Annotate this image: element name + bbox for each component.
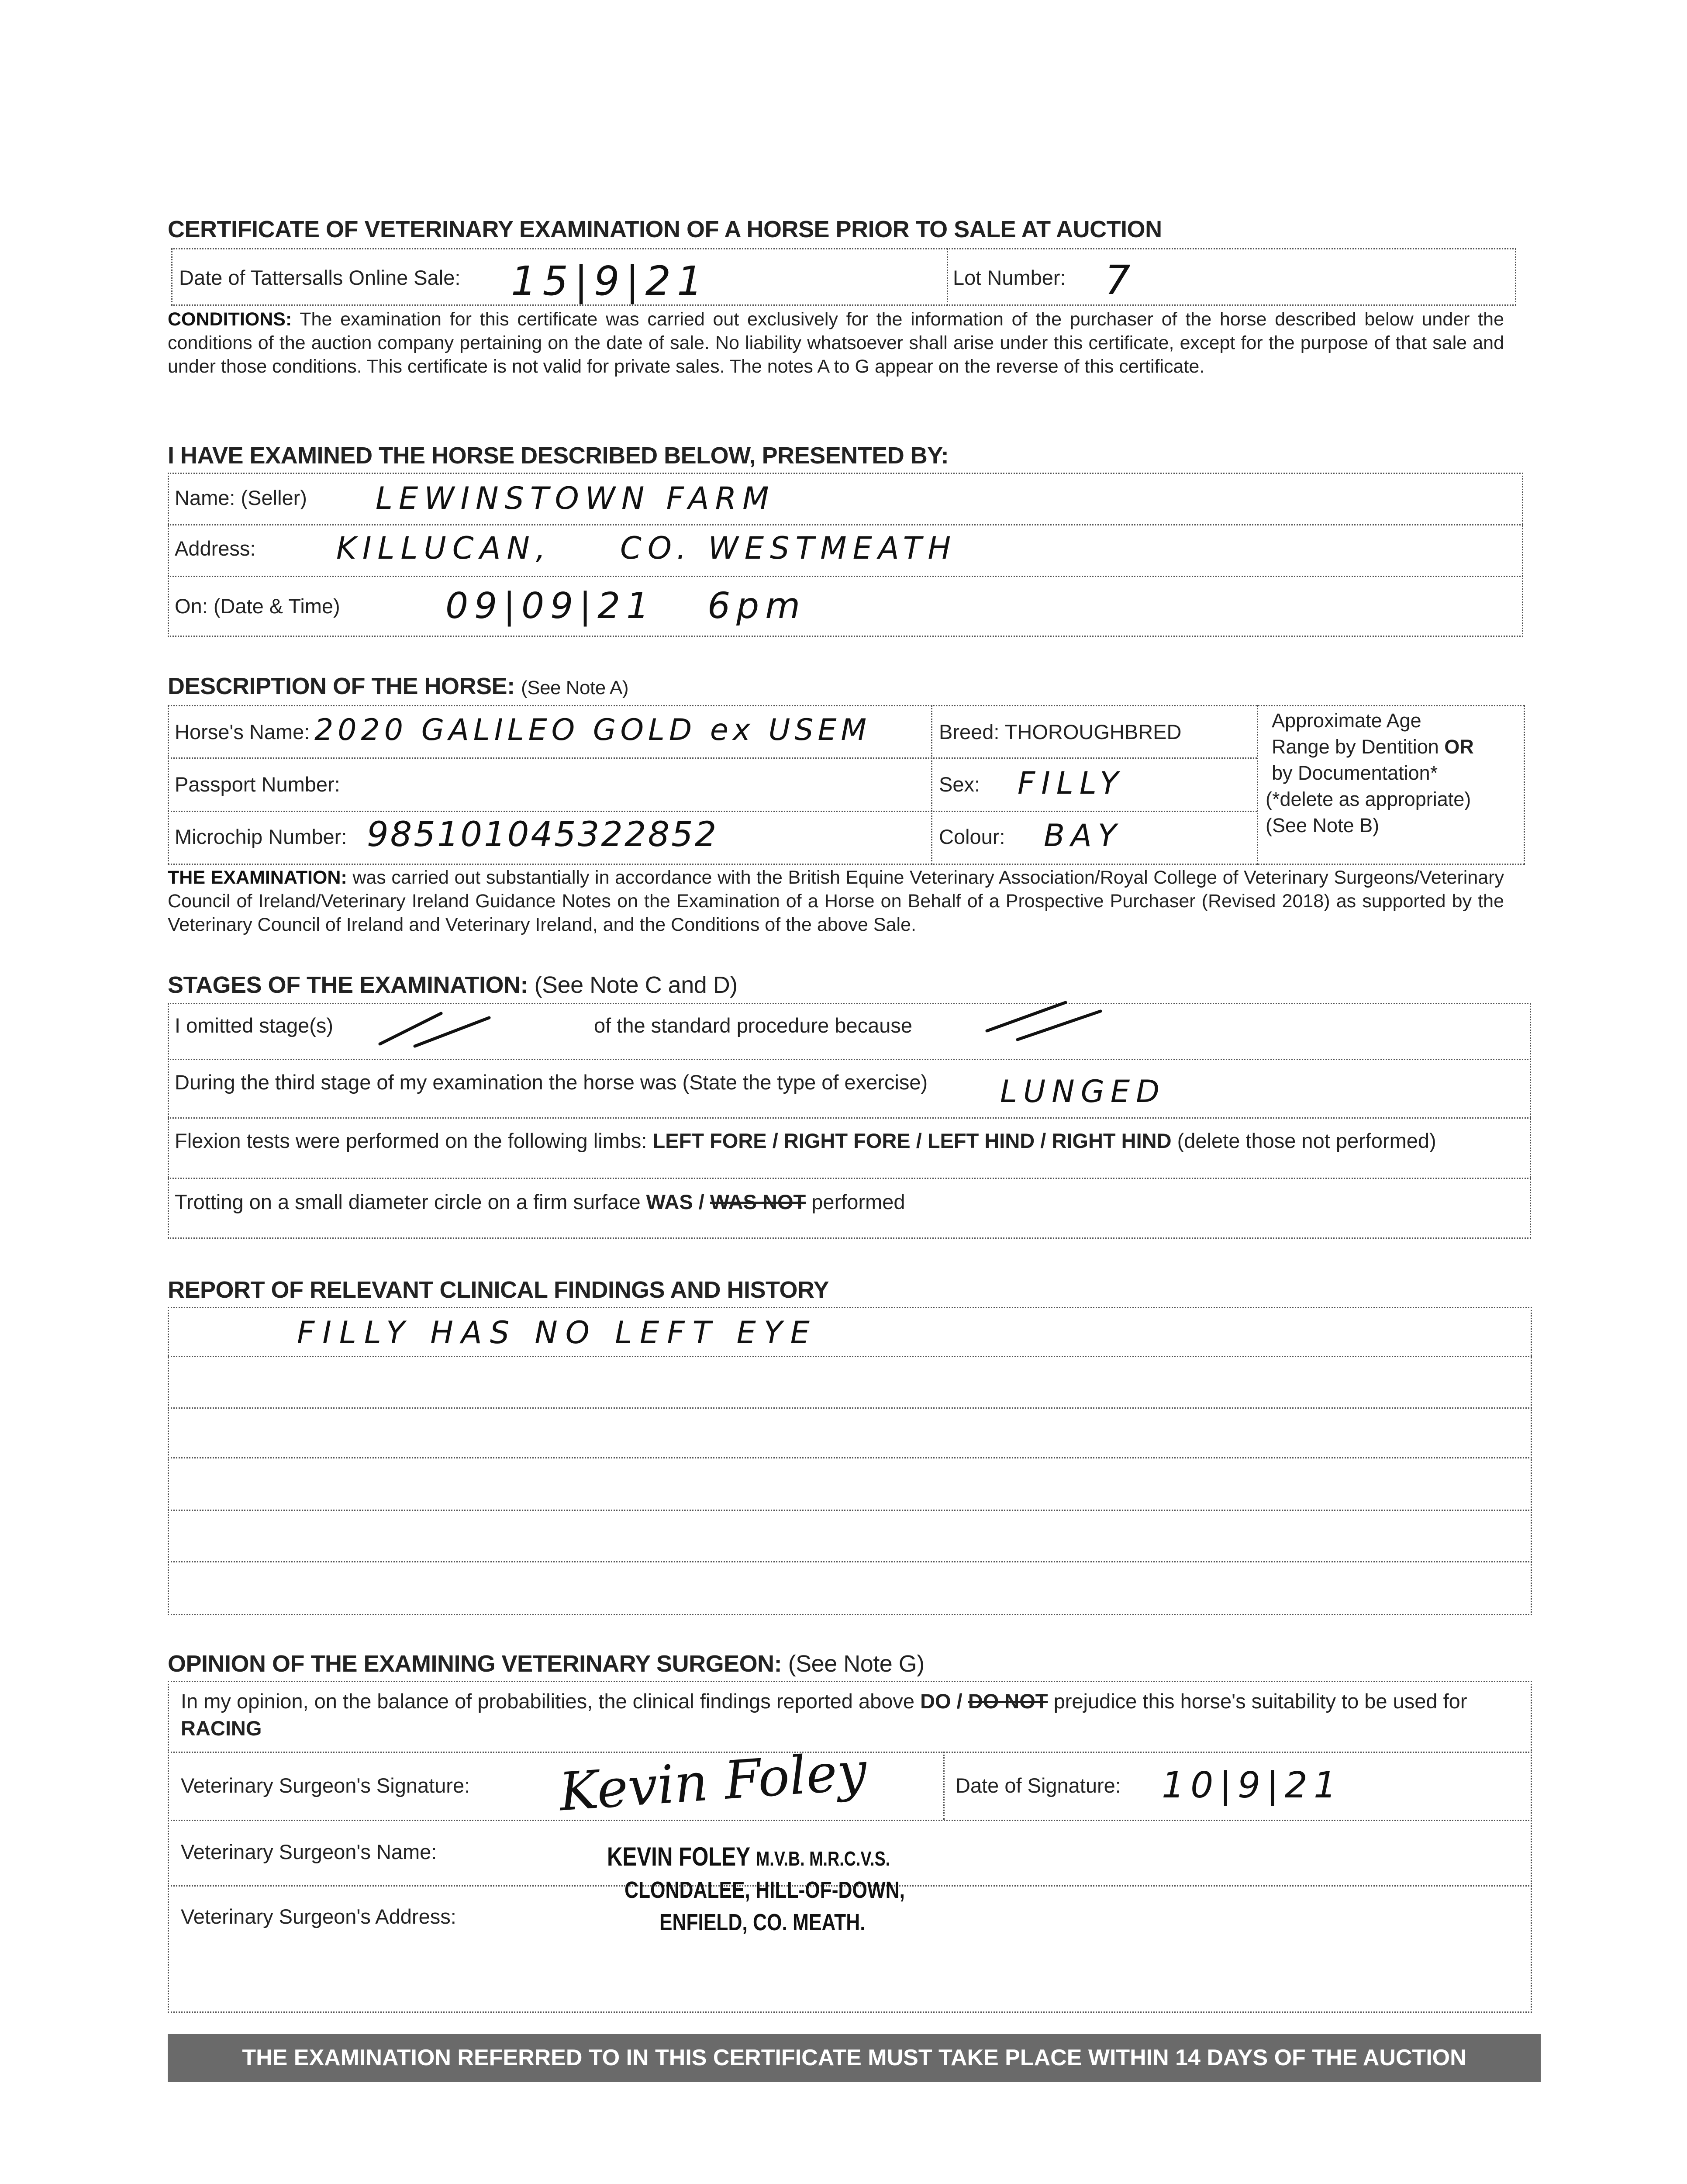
- vet-address-stamp-1: CLONDALEE, HILL-OF-DOWN,: [624, 1877, 905, 1903]
- opinion-heading-note: (See Note G): [788, 1651, 925, 1677]
- age-line-2: [1266, 734, 1474, 760]
- breed-value[interactable]: THOROUGHBRED: [1004, 720, 1182, 743]
- horse-name-label: Horse's Name:: [175, 720, 310, 743]
- vet-address-label: Veterinary Surgeon's Address:: [181, 1905, 456, 1928]
- opinion-statement: [181, 1688, 1517, 1742]
- seller-name-value[interactable]: LEWINSTOWN FARM: [376, 480, 775, 516]
- breed-field: [939, 720, 1181, 744]
- sex-label: Sex:: [939, 773, 980, 796]
- opinion-do-not-struck[interactable]: DO NOT: [968, 1690, 1048, 1713]
- omitted-stages-mid-text: of the standard procedure because: [594, 1014, 913, 1037]
- vet-name-stamp: [607, 1842, 890, 1872]
- sale-date-value[interactable]: 15|9|21: [511, 258, 709, 304]
- colour-value[interactable]: BAY: [1044, 818, 1123, 854]
- trotting-pre: Trotting on a small diameter circle on a firm surface: [175, 1190, 641, 1213]
- stages-heading: [168, 971, 738, 999]
- age-line-1: Approximate Age: [1272, 709, 1421, 732]
- exam-datetime-label: On: (Date & Time): [175, 594, 340, 618]
- opinion-heading: [168, 1650, 925, 1677]
- examination-label: THE EXAMINATION:: [168, 867, 347, 888]
- report-line-1[interactable]: FILLY HAS NO LEFT EYE: [297, 1315, 818, 1351]
- colour-label: Colour:: [939, 825, 1005, 848]
- certificate-title: CERTIFICATE OF VETERINARY EXAMINATION OF A HORSE PRIOR TO SALE AT AUCTION: [168, 216, 1162, 242]
- description-heading-note: (See Note A): [521, 677, 628, 698]
- third-stage-value[interactable]: LUNGED: [1000, 1074, 1166, 1109]
- examination-paragraph: [168, 866, 1504, 936]
- opinion-text-post: prejudice this horse's suitability to be used: [1053, 1690, 1438, 1713]
- passport-label: Passport Number:: [175, 773, 340, 796]
- stages-heading-note: (See Note C and D): [534, 972, 738, 998]
- report-heading: REPORT OF RELEVANT CLINICAL FINDINGS AND HISTORY: [168, 1277, 829, 1303]
- approximate-age-note: [1266, 708, 1474, 839]
- age-line-4: (*delete as appropriate): [1266, 788, 1471, 810]
- flexion-limbs[interactable]: LEFT FORE / RIGHT FORE / LEFT HIND / RIGHT HIND: [652, 1129, 1172, 1152]
- conditions-paragraph: [168, 308, 1504, 378]
- vet-name-label: Veterinary Surgeon's Name:: [181, 1840, 437, 1863]
- omitted-stages-dash-mark[interactable]: [376, 1005, 498, 1053]
- sale-date-label: Date of Tattersalls Online Sale:: [179, 266, 461, 289]
- conditions-text: The examination for this certificate was carried out exclusively for the information of the purchaser of the horse described below under the conditions of the auction company pertaining on the date of sale. No liability whatsoever shall arise under this certificate, except for the purpose of that sale and under those conditions. This certificate is not valid for private sales. The notes A to G appear on the reverse of this certificate.: [168, 309, 1504, 377]
- flexion-post: (delete those not performed): [1177, 1129, 1436, 1152]
- opinion-racing: RACING: [181, 1717, 262, 1740]
- age-line-3: by Documentation*: [1272, 762, 1438, 784]
- age-line-2-text: Range by Dentition: [1272, 736, 1439, 758]
- presented-by-heading: I HAVE EXAMINED THE HORSE DESCRIBED BELOW, PRESENTED BY:: [168, 442, 949, 469]
- lot-number-label: Lot Number:: [953, 266, 1066, 289]
- breed-label: Breed:: [939, 720, 1000, 743]
- conditions-label: CONDITIONS:: [168, 309, 292, 330]
- flexion-pre: Flexion tests were performed on the following limbs:: [175, 1129, 647, 1152]
- microchip-label: Microchip Number:: [175, 825, 347, 848]
- opinion-text-pre: In my opinion, on the balance of probabilities, the clinical findings reported above: [181, 1690, 914, 1713]
- trotting-line: [175, 1190, 905, 1214]
- opinion-heading-text: OPINION OF THE EXAMINING VETERINARY SURGEON:: [168, 1651, 782, 1677]
- exam-time-value[interactable]: 6pm: [707, 585, 807, 627]
- trotting-was[interactable]: WAS /: [646, 1190, 704, 1213]
- age-line-2-or: OR: [1444, 736, 1474, 758]
- horse-name-value[interactable]: 2020 GALILEO GOLD ex USEM: [314, 713, 871, 747]
- omitted-reason-dash-mark[interactable]: [983, 996, 1114, 1048]
- microchip-value[interactable]: 985101045322852: [367, 815, 718, 854]
- stages-heading-text: STAGES OF THE EXAMINATION:: [168, 972, 528, 998]
- vet-name-stamp-main: KEVIN FOLEY: [607, 1842, 750, 1871]
- vet-address-stamp-2: ENFIELD, CO. MEATH.: [659, 1909, 866, 1935]
- vet-signature[interactable]: Kevin Foley: [557, 1741, 869, 1823]
- sex-value[interactable]: FILLY: [1018, 765, 1125, 801]
- trotting-post: performed: [811, 1190, 905, 1213]
- date-of-signature-value[interactable]: 10|9|21: [1162, 1765, 1343, 1806]
- exam-date-value[interactable]: 09|09|21: [445, 585, 655, 627]
- date-of-signature-label: Date of Signature:: [956, 1774, 1121, 1797]
- footer-banner: THE EXAMINATION REFERRED TO IN THIS CERTIFICATE MUST TAKE PLACE WITHIN 14 DAYS OF THE AUCTION: [168, 2034, 1541, 2082]
- opinion-text-for: for: [1443, 1690, 1467, 1713]
- description-heading: [168, 673, 628, 700]
- description-heading-text: DESCRIPTION OF THE HORSE:: [168, 673, 515, 699]
- omitted-stages-label: I omitted stage(s): [175, 1014, 334, 1037]
- opinion-do[interactable]: DO /: [920, 1690, 963, 1713]
- examination-text: was carried out substantially in accordance with the British Equine Veterinary Association/Royal College of Veterinary Surgeons/Veterinary Council of Ireland/Veterinary Ireland Guidance Notes on the Examination of a Horse on Behalf of a Prospective Purchaser (Revised 2018) as supported by the Veterinary Council of Ireland and Veterinary Ireland, and the Conditions of the above Sale.: [168, 867, 1504, 935]
- report-box: [168, 1307, 1532, 1615]
- seller-name-label: Name: (Seller): [175, 486, 307, 509]
- flexion-tests-line: [175, 1129, 1436, 1153]
- vet-name-stamp-quals: M.V.B. M.R.C.V.S.: [756, 1847, 890, 1870]
- signature-label: Veterinary Surgeon's Signature:: [181, 1774, 470, 1797]
- lot-number-value[interactable]: 7: [1105, 257, 1137, 304]
- third-stage-label: During the third stage of my examination the horse was (State the type of exercise): [175, 1071, 928, 1094]
- seller-address-value-1[interactable]: KILLUCAN,: [336, 530, 552, 566]
- seller-address-label: Address:: [175, 537, 256, 560]
- seller-address-value-2[interactable]: CO. WESTMEATH: [620, 530, 957, 566]
- age-line-5: (See Note B): [1266, 814, 1380, 836]
- trotting-was-not-struck[interactable]: WAS NOT: [710, 1190, 806, 1213]
